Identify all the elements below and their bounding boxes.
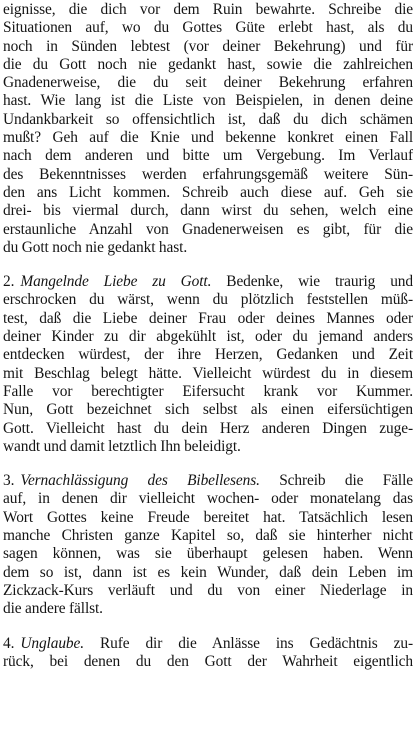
text-line: auf, in denen dir vielleicht wochen- oder monatelang das [3, 490, 413, 508]
paragraph-2 [3, 273, 413, 456]
text-line: Gnadenerweise, die du seit deiner Bekehrung erfahren [3, 74, 413, 92]
paragraph-first-line [3, 635, 413, 653]
paragraph-heading: Vernachlässigung des Bibellesens. [20, 472, 260, 490]
text-line: Situationen auf, wo du Gottes Güte erlebt hast, als du [3, 19, 413, 37]
paragraph-heading: Unglaube. [20, 634, 84, 652]
text-line: wandt und damit letztlich Ihn beleidigt. [3, 437, 241, 455]
text-line: mit Beschlag belegt hätte. Vielleicht würdest du in diesem [3, 364, 413, 382]
text-line: du Gott noch nie gedankt hast. [3, 238, 188, 256]
text-line: drei- bis viermal durch, dann wirst du sehen, welch eine [3, 202, 413, 220]
paragraph-first-line [3, 273, 413, 291]
text-line: Gott. Vielleicht hast du dein Herz anderen Dingen zuge- [3, 419, 413, 437]
text-line: den ans Licht kommen. Schreib auch diese auf. Geh sie [3, 183, 413, 201]
text-line: Zickzack-Kurs verläuft und du von einer Niederlage in [3, 581, 413, 599]
text-line: noch in Sünden lebtest (vor deiner Bekehrung) und für [3, 37, 413, 55]
text-line: nach dem anderen und bitte um Vergebung. Im Verlauf [3, 147, 413, 165]
paragraph-number: 3. [3, 472, 15, 490]
text-line: die du Gott noch nie gedankt hast, sowie die zahlreichen [3, 55, 413, 73]
text-line: manche Christen ganze Kapitel so, daß sie hinterher nicht [3, 527, 413, 545]
text-line: entdecken würdest, der ihre Herzen, Gedanken und Zeit [3, 346, 413, 364]
text-run: Schreib die Fälle [259, 472, 413, 490]
text-line: die andere fällst. [3, 600, 103, 618]
text-line: deiner Kinder zu dir abgekühlt ist, oder du jemand anders [3, 328, 413, 346]
text-line: rück, bei denen du den Gott der Wahrheit eigentlich [3, 652, 413, 670]
document-page [3, 0, 413, 731]
text-line: Nun, Gott bezeichnet sich selbst als einen eifersüchtigen [3, 401, 413, 419]
text-line: eignisse, die dich vor dem Ruin bewahrte. Schreibe die [3, 1, 413, 18]
text-line: erschrocken du wärst, wenn du plötzlich feststellen müß- [3, 291, 413, 309]
text-line: sagen können, was sie überhaupt gelesen haben. Wenn [3, 545, 413, 563]
paragraph-number: 4. [3, 634, 15, 652]
paragraph-heading: Mangelnde Liebe zu Gott. [20, 273, 212, 291]
text-line: hast. Wie lang ist die Liste von Beispielen, in denen deine [3, 92, 413, 110]
text-line: mußt? Geh auf die Knie und bekenne konkret einen Fall [3, 129, 413, 147]
text-run: Bedenke, wie traurig und [211, 273, 413, 291]
paragraph-1 [3, 1, 413, 257]
text-run: Rufe dir die Anlässe ins Gedächtnis zu- [84, 634, 413, 652]
text-line: Undankbarkeit so offensichtlich ist, daß du dich schämen [3, 110, 413, 128]
paragraph-first-line [3, 472, 413, 490]
paragraph-3 [3, 472, 413, 618]
text-line: Wort Gottes keine Freude bereitet hat. Tatsächlich lesen [3, 508, 413, 526]
text-line: dem so ist, dann ist es kein Wunder, daß dein Leben im [3, 563, 413, 581]
text-line: des Bekenntnisses werden erfahrungsgemäß weitere Sün- [3, 165, 413, 183]
paragraph-number: 2. [3, 273, 15, 291]
text-line: erstaunliche Anzahl von Gnadenerweisen es gibt, für die [3, 220, 413, 238]
text-line: test, daß die Liebe deiner Frau oder deines Mannes oder [3, 309, 413, 327]
text-line: Falle vor berechtigter Eifersucht krank vor Kummer. [3, 382, 413, 400]
paragraph-4 [3, 635, 413, 672]
